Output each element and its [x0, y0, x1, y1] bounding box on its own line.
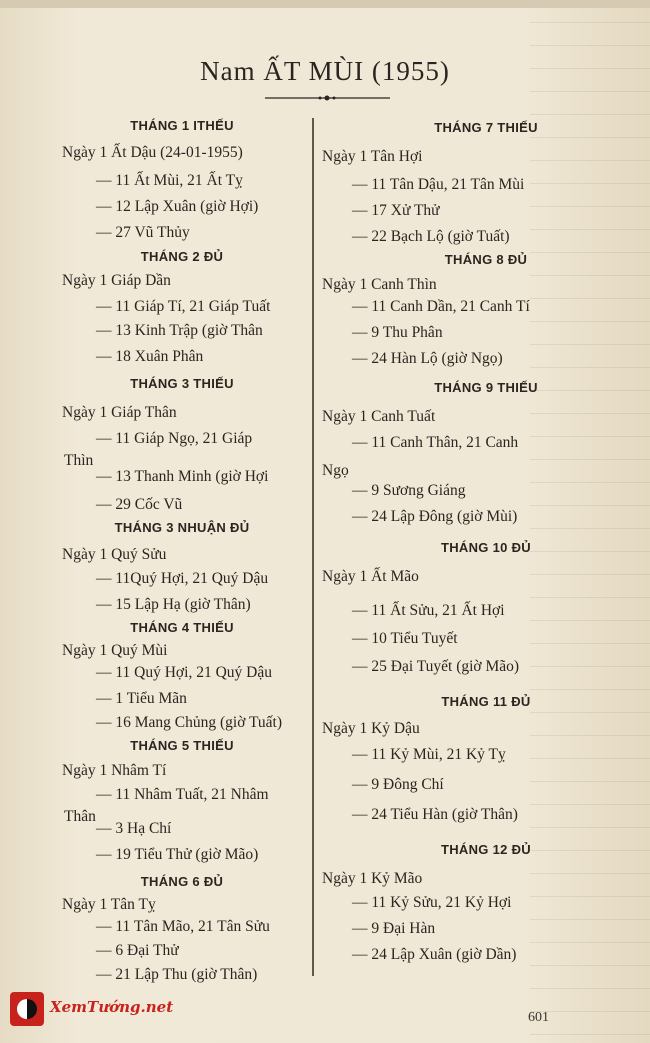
- show-through-texture: [530, 0, 650, 1043]
- left-calendar-line: — 18 Xuân Phân: [96, 348, 204, 365]
- right-month-heading: THÁNG 12 ĐỦ: [441, 842, 531, 857]
- right-calendar-line: — 11 Canh Dần, 21 Canh Tí: [352, 298, 530, 315]
- left-calendar-line: Ngày 1 Giáp Thân: [62, 404, 177, 421]
- right-calendar-line: — 9 Sương Giáng: [352, 482, 466, 499]
- right-calendar-line: Ngọ: [322, 462, 349, 479]
- site-logo[interactable]: [10, 992, 175, 1032]
- left-calendar-line: Thân: [64, 808, 96, 825]
- left-calendar-line: — 11 Quý Hợi, 21 Quý Dậu: [96, 664, 272, 681]
- left-month-heading: THÁNG 4 THIẾU: [130, 620, 234, 635]
- right-calendar-line: — 11 Ất Sửu, 21 Ất Hợi: [352, 602, 505, 619]
- left-calendar-line: — 13 Kinh Trập (giờ Thân: [96, 322, 263, 339]
- right-calendar-line: — 24 Lập Đông (giờ Mùi): [352, 508, 518, 525]
- left-month-heading: THÁNG 2 ĐỦ: [140, 249, 224, 264]
- right-calendar-line: — 9 Đông Chí: [352, 776, 444, 793]
- right-calendar-line: Ngày 1 Ất Mão: [322, 568, 419, 585]
- left-calendar-line: — 11 Giáp Tí, 21 Giáp Tuất: [96, 298, 271, 315]
- right-month-heading: THÁNG 7 THIẾU: [434, 120, 538, 135]
- right-calendar-line: — 10 Tiểu Tuyết: [352, 630, 458, 647]
- right-calendar-line: — 9 Thu Phân: [352, 324, 443, 341]
- right-calendar-line: — 11 Kỷ Mùi, 21 Kỷ Tỵ: [352, 746, 506, 763]
- left-calendar-line: — 11 Nhâm Tuất, 21 Nhâm: [96, 786, 269, 803]
- right-calendar-line: — 22 Bạch Lộ (giờ Tuất): [352, 228, 510, 245]
- right-calendar-line: — 9 Đại Hàn: [352, 920, 436, 937]
- left-month-heading: THÁNG 6 ĐỦ: [140, 874, 224, 889]
- left-month-heading: THÁNG 1 ITHẾU: [130, 118, 234, 133]
- left-calendar-line: — 12 Lập Xuân (giờ Hợi): [96, 198, 259, 215]
- left-month-heading: THÁNG 3 THIẾU: [130, 376, 234, 391]
- right-calendar-line: Ngày 1 Kỷ Mão: [322, 870, 423, 887]
- left-calendar-line: — 27 Vũ Thủy: [96, 224, 190, 241]
- right-month-heading: THÁNG 11 ĐỦ: [441, 694, 531, 709]
- logo-text: XemTướng.net: [50, 998, 174, 1016]
- right-month-heading: THÁNG 8 ĐỦ: [444, 252, 528, 267]
- right-calendar-line: — 11 Canh Thân, 21 Canh: [352, 434, 519, 451]
- right-calendar-line: Ngày 1 Canh Tuất: [322, 408, 436, 425]
- left-calendar-line: — 6 Đại Thử: [96, 942, 179, 959]
- left-calendar-line: — 11 Ất Mùi, 21 Ất Tỵ: [96, 172, 243, 189]
- left-month-heading: THÁNG 3 NHUẬN ĐỦ: [114, 520, 250, 535]
- yin-yang-icon: [10, 992, 44, 1026]
- left-calendar-line: — 11 Giáp Ngọ, 21 Giáp: [96, 430, 253, 447]
- left-calendar-line: — 11 Tân Mão, 21 Tân Sửu: [96, 918, 270, 935]
- right-calendar-line: — 11 Kỷ Sửu, 21 Kỷ Hợi: [352, 894, 512, 911]
- left-calendar-line: Ngày 1 Ất Dậu (24-01-1955): [62, 144, 243, 161]
- right-calendar-line: — 24 Lập Xuân (giờ Dần): [352, 946, 517, 963]
- right-calendar-line: Ngày 1 Canh Thìn: [322, 276, 437, 293]
- left-calendar-line: Thìn: [64, 452, 94, 469]
- left-calendar-line: — 16 Mang Chủng (giờ Tuất): [96, 714, 283, 731]
- left-calendar-line: — 21 Lập Thu (giờ Thân): [96, 966, 258, 983]
- left-calendar-line: — 15 Lập Hạ (giờ Thân): [96, 596, 251, 613]
- left-calendar-line: — 3 Hạ Chí: [96, 820, 172, 837]
- left-calendar-line: — 11Quý Hợi, 21 Quý Dậu: [96, 570, 269, 587]
- left-calendar-line: — 29 Cốc Vũ: [96, 496, 183, 513]
- page-title: Nam ẤT MÙI (1955): [200, 56, 450, 86]
- right-calendar-line: Ngày 1 Kỷ Dậu: [322, 720, 420, 737]
- left-month-heading: THÁNG 5 THIẾU: [130, 738, 234, 753]
- right-month-heading: THÁNG 10 ĐỦ: [441, 540, 531, 555]
- right-calendar-line: — 11 Tân Dậu, 21 Tân Mùi: [352, 176, 525, 193]
- left-calendar-line: — 13 Thanh Minh (giờ Hợi: [96, 468, 269, 485]
- right-calendar-line: Ngày 1 Tân Hợi: [322, 148, 423, 165]
- right-calendar-line: — 24 Tiểu Hàn (giờ Thân): [352, 806, 518, 823]
- left-calendar-line: — 1 Tiểu Mãn: [96, 690, 187, 707]
- title-ornament: [265, 95, 390, 101]
- left-calendar-line: Ngày 1 Tân Tỵ: [62, 896, 156, 913]
- right-calendar-line: — 17 Xử Thử: [352, 202, 440, 219]
- left-calendar-line: Ngày 1 Quý Mùi: [62, 642, 168, 659]
- right-month-heading: THÁNG 9 THIẾU: [434, 380, 538, 395]
- left-calendar-line: Ngày 1 Giáp Dần: [62, 272, 171, 289]
- left-calendar-line: — 19 Tiểu Thử (giờ Mão): [96, 846, 259, 863]
- right-calendar-line: — 24 Hàn Lộ (giờ Ngọ): [352, 350, 503, 367]
- right-calendar-line: — 25 Đại Tuyết (giờ Mão): [352, 658, 520, 675]
- left-calendar-line: Ngày 1 Nhâm Tí: [62, 762, 167, 779]
- column-divider: [312, 118, 314, 976]
- page-number: 601: [528, 1010, 549, 1025]
- left-calendar-line: Ngày 1 Quý Sửu: [62, 546, 167, 563]
